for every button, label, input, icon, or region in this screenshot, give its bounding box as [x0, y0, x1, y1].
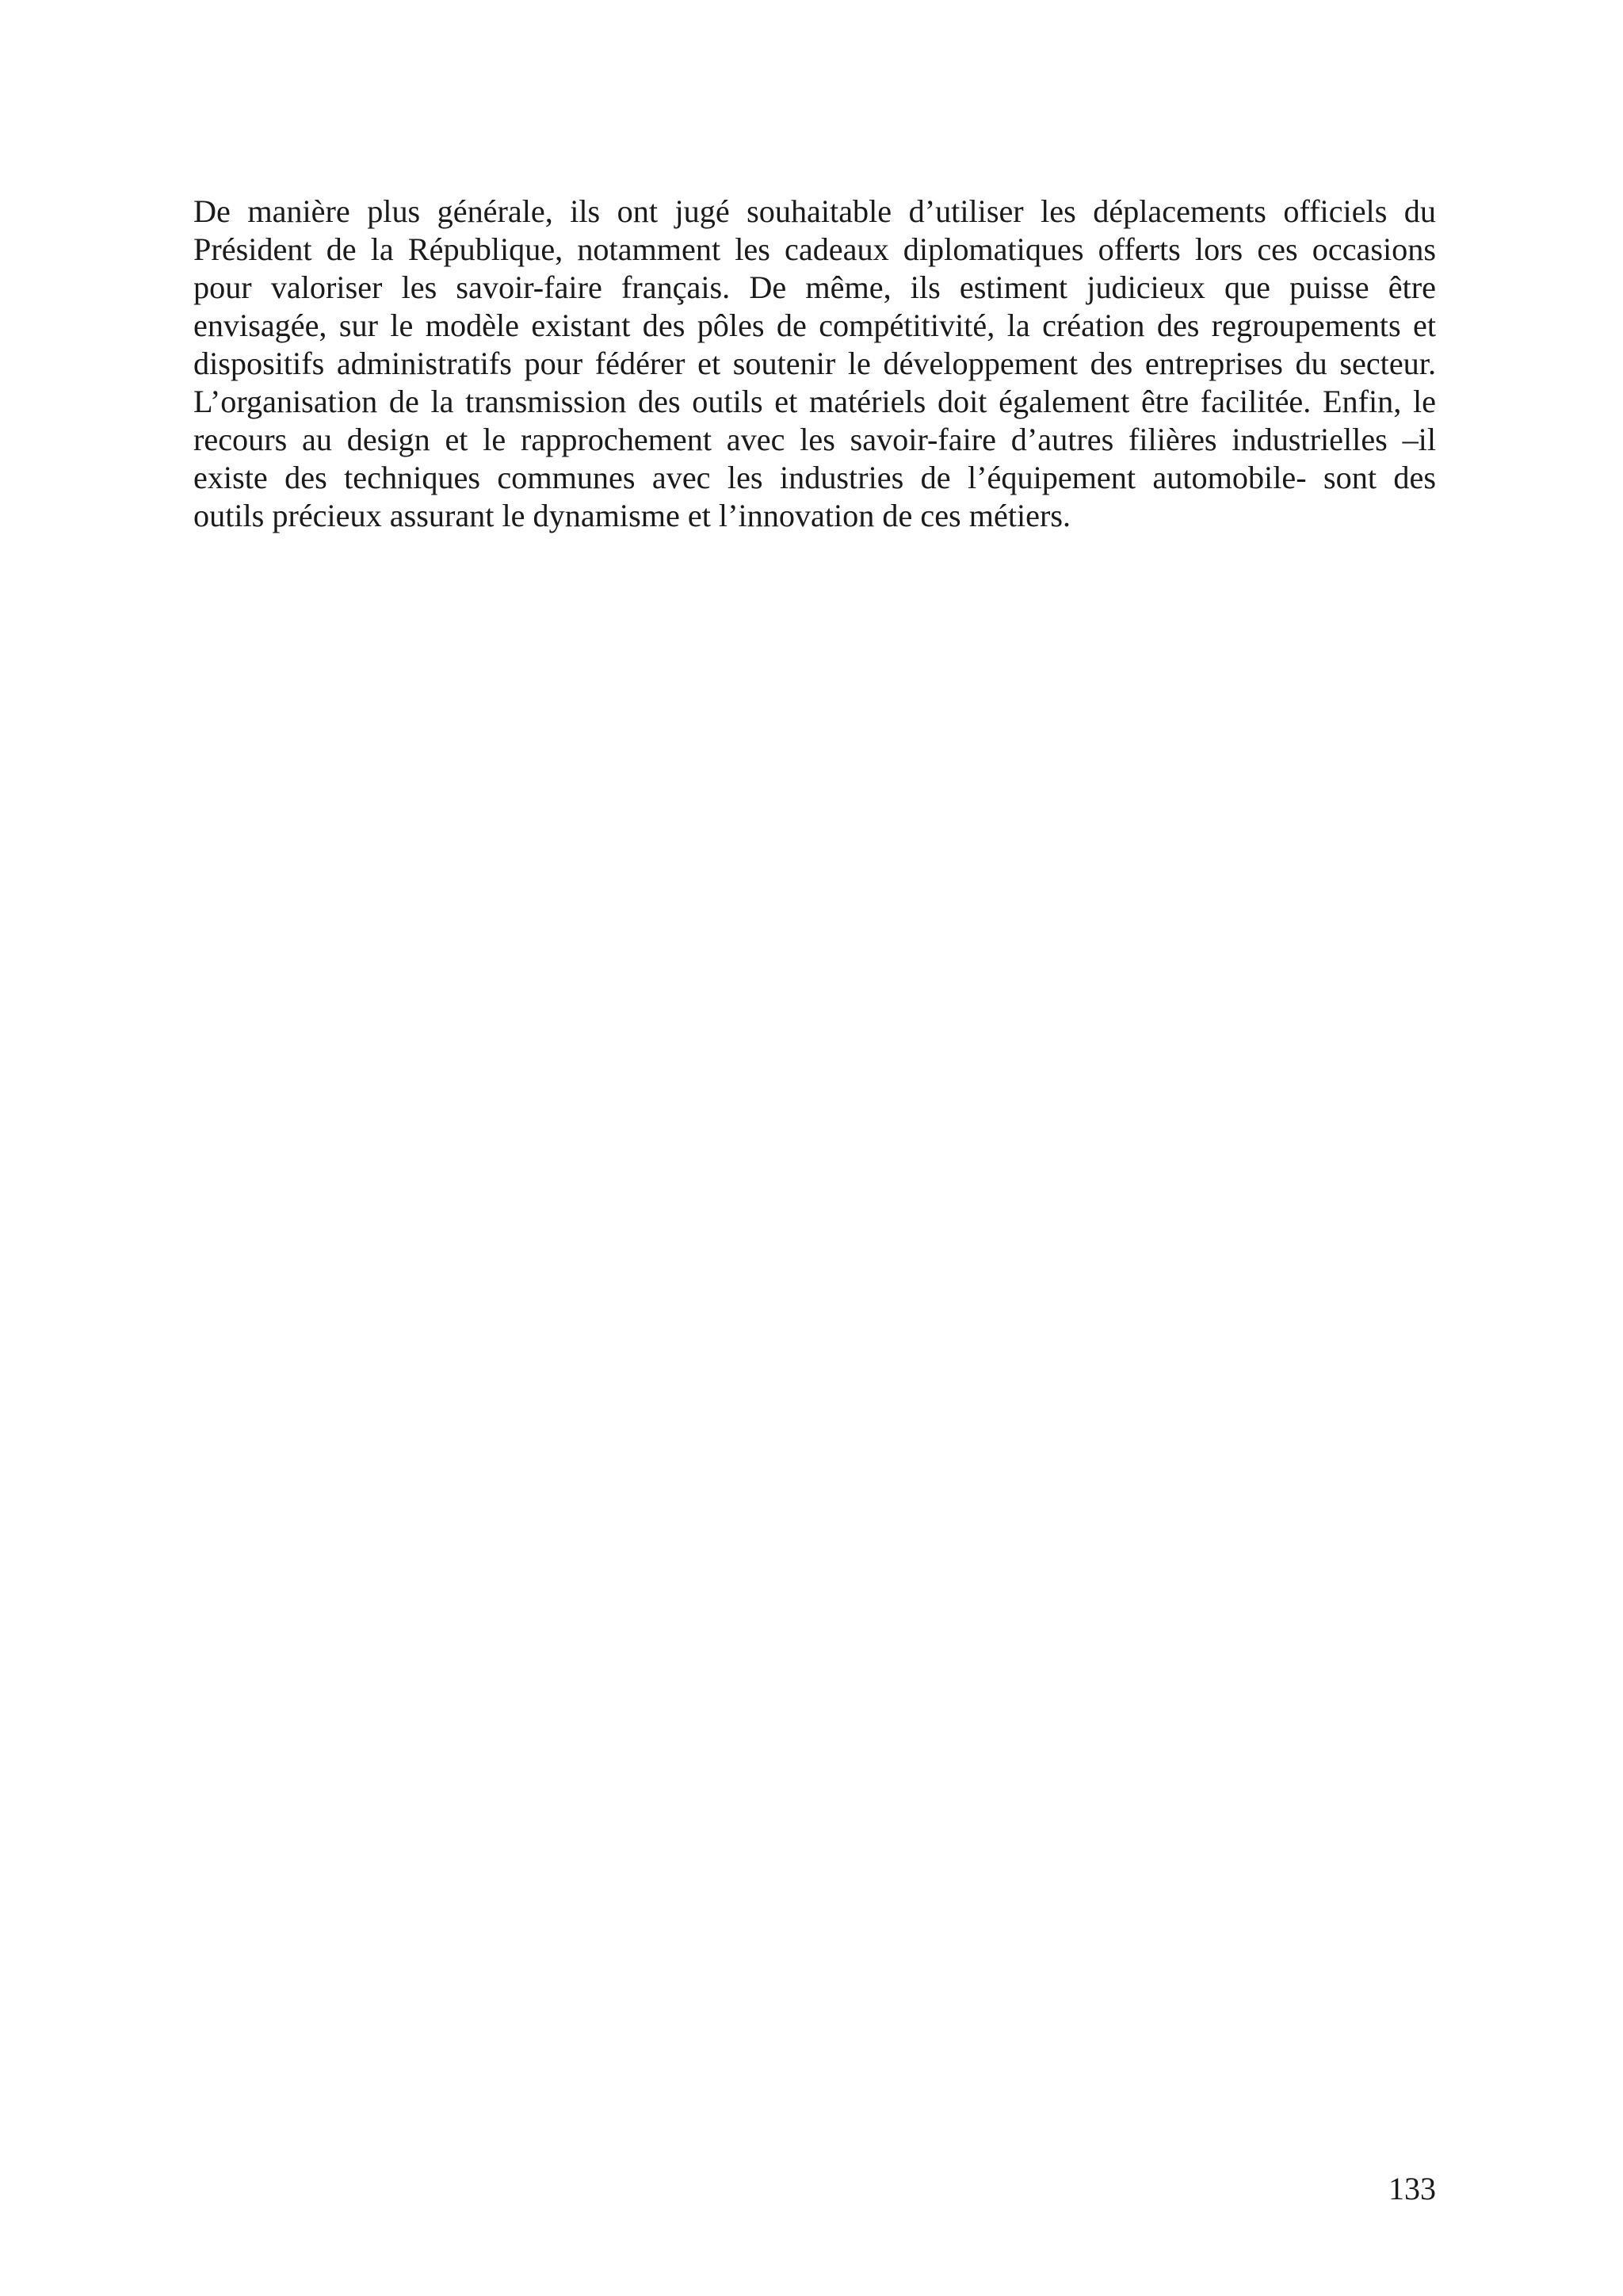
paragraph-line-1: De manière plus générale, ils ont jugé souhaitable d’utiliser les déplacements officiels du: [193, 193, 1436, 229]
paragraph-line-7: recours au design et le rapprochement avec les savoir-faire d’autres filières industrielles –il: [193, 422, 1436, 457]
paragraph-line-8: existe des techniques communes avec les industries de l’équipement automobile- sont des: [193, 460, 1436, 495]
paragraph-line-9: outils précieux assurant le dynamisme et l’innovation de ces métiers.: [193, 498, 1071, 533]
paragraph-line-3: pour valoriser les savoir-faire français. De même, ils estiment judicieux que puisse être: [193, 269, 1436, 305]
body-paragraph: [193, 193, 1436, 535]
page-number: 133: [1388, 2171, 1436, 2206]
paragraph-line-4: envisagée, sur le modèle existant des pôles de compétitivité, la création des regroupements et: [193, 308, 1436, 343]
paragraph-line-5: dispositifs administratifs pour fédérer et soutenir le développement des entreprises du secteur.: [193, 346, 1436, 381]
paragraph-line-2: Président de la République, notamment les cadeaux diplomatiques offerts lors ces occasions: [193, 231, 1436, 267]
paragraph-line-6: L’organisation de la transmission des outils et matériels doit également être facilitée. Enfin, le: [193, 384, 1436, 419]
